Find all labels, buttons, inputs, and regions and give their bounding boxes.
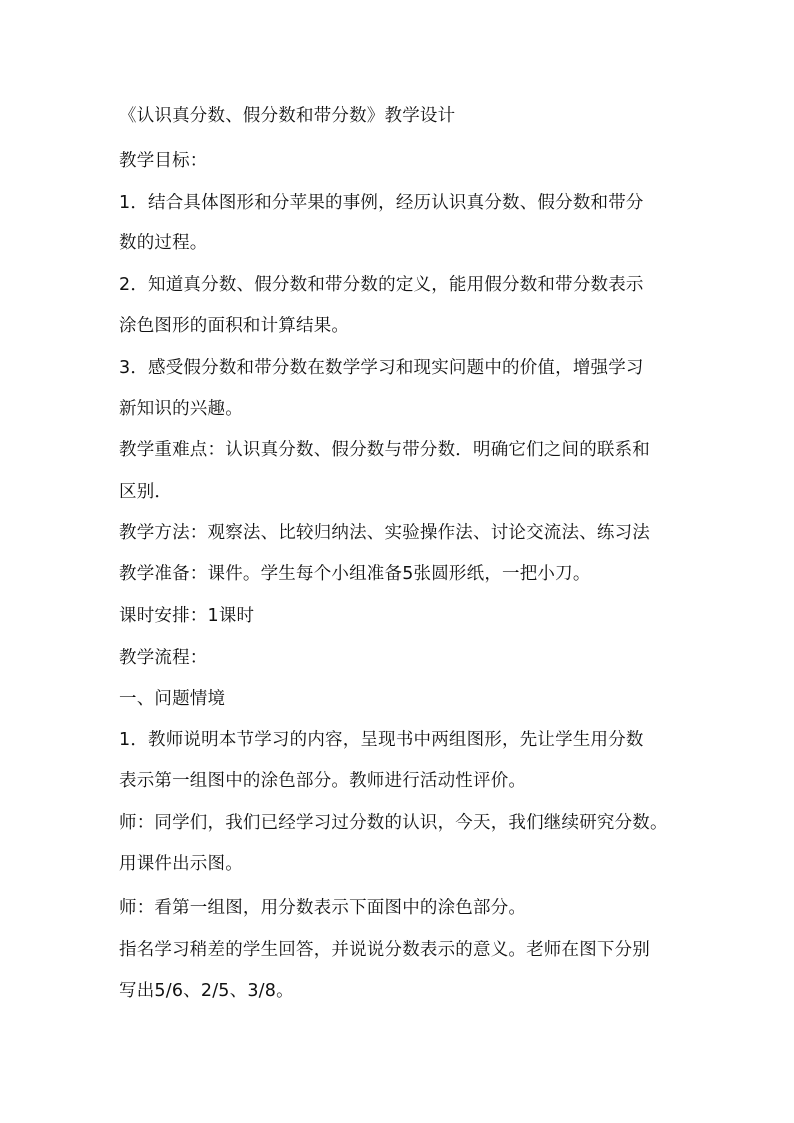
- objective-1-line-2: 数的过程。: [119, 233, 208, 253]
- subsection-heading-problem: 一、问题情境: [119, 689, 226, 709]
- section-heading-objectives: 教学目标：: [119, 151, 208, 171]
- step-1-line-1: 1．教师说明本节学习的内容，呈现书中两组图形，先让学生用分数: [119, 730, 644, 750]
- objective-3-line-1: 3．感受假分数和带分数在数学学习和现实问题中的价值，增强学习: [119, 358, 644, 378]
- section-heading-process: 教学流程：: [119, 648, 208, 668]
- key-points-line-2: 区别．: [119, 482, 173, 502]
- teaching-preparation: 教学准备：课件。学生每个小组准备5张圆形纸，一把小刀。: [119, 564, 591, 584]
- teacher-speech-1-line-2: 用课件出示图。: [119, 854, 243, 874]
- teaching-methods: 教学方法：观察法、比较归纳法、实验操作法、讨论交流法、练习法: [119, 523, 650, 543]
- objective-3-line-2: 新知识的兴趣。: [119, 399, 243, 419]
- instruction-line-2: 写出5/6、2/5、3/8。: [119, 981, 294, 1001]
- key-points-line-1: 教学重难点：认识真分数、假分数与带分数．明确它们之间的联系和: [119, 440, 650, 460]
- teacher-speech-1-line-1: 师：同学们，我们已经学习过分数的认识，今天，我们继续研究分数。: [119, 813, 668, 833]
- instruction-line-1: 指名学习稍差的学生回答，并说说分数表示的意义。老师在图下分别: [119, 940, 650, 960]
- objective-2-line-1: 2．知道真分数、假分数和带分数的定义，能用假分数和带分数表示: [119, 275, 644, 295]
- objective-2-line-2: 涂色图形的面积和计算结果。: [119, 316, 350, 336]
- teacher-speech-2: 师：看第一组图，用分数表示下面图中的涂色部分。: [119, 898, 527, 918]
- class-schedule: 课时安排：1课时: [119, 606, 255, 626]
- step-1-line-2: 表示第一组图中的涂色部分。教师进行活动性评价。: [119, 771, 527, 791]
- objective-1-line-1: 1．结合具体图形和分苹果的事例，经历认识真分数、假分数和带分: [119, 193, 644, 213]
- document-title: 《认识真分数、假分数和带分数》教学设计: [119, 106, 456, 126]
